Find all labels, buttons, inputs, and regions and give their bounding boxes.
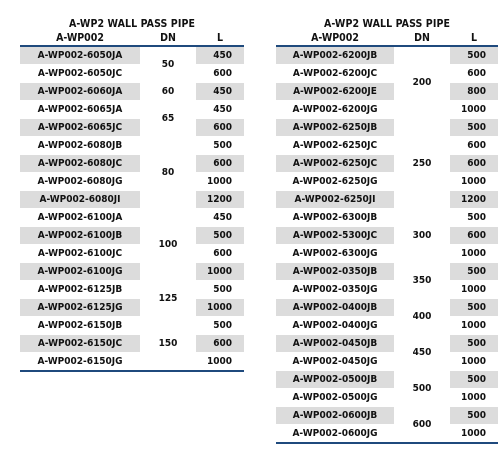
header-l: L [450,32,498,46]
table-row [276,299,498,317]
part-code-cell: A-WP002-6150JG [20,353,140,372]
part-code-cell: A-WP002-0350JG [276,281,394,299]
length-cell: 500 [196,227,244,245]
table-row [20,83,244,101]
table-row [20,46,244,65]
left-table-title: A-WP2 WALL PASS PIPE [68,18,196,30]
part-code-cell: A-WP002-0600JG [276,425,394,444]
table-row [20,155,244,173]
length-cell: 1000 [196,263,244,281]
table-row [276,155,498,173]
dn-cell: 65 [140,101,196,137]
table-row [20,317,244,335]
dn-cell: 60 [140,83,196,101]
dn-cell: 250 [394,119,450,209]
part-code-cell: A-WP002-6250JI [276,191,394,209]
table-row [20,65,244,83]
dn-cell: 350 [394,263,450,299]
dn-cell: 150 [140,317,196,372]
length-cell: 600 [196,65,244,83]
right-table [276,32,498,444]
length-cell: 450 [196,46,244,65]
table-row [20,245,244,263]
length-cell: 500 [450,119,498,137]
part-code-cell: A-WP002-6100JB [20,227,140,245]
dn-cell: 100 [140,209,196,281]
part-code-cell: A-WP002-0450JG [276,353,394,371]
table-row [20,227,244,245]
table-row [276,65,498,83]
length-cell: 1000 [450,281,498,299]
dn-cell: 500 [394,371,450,407]
part-code-cell: A-WP002-6250JC [276,155,394,173]
table-row [276,173,498,191]
part-code-cell: A-WP002-6250JB [276,119,394,137]
part-code-cell: A-WP002-5300JC [276,227,394,245]
header-dn: DN [394,32,450,46]
header-code: A-WP002 [276,32,394,46]
part-code-cell: A-WP002-6060JA [20,83,140,101]
part-code-cell: A-WP002-6065JC [20,119,140,137]
length-cell: 1200 [196,191,244,209]
length-cell: 1000 [196,299,244,317]
table-row [276,245,498,263]
table-row [20,353,244,372]
header-code: A-WP002 [20,32,140,46]
right-table-body [276,46,498,443]
part-code-cell: A-WP002-0450JB [276,335,394,353]
length-cell: 500 [196,317,244,335]
header-dn: DN [140,32,196,46]
length-cell: 1000 [450,245,498,263]
table-row [276,371,498,389]
table-row [20,137,244,155]
table-row [20,173,244,191]
length-cell: 600 [196,245,244,263]
part-code-cell: A-WP002-0400JG [276,317,394,335]
length-cell: 1000 [196,353,244,372]
part-code-cell: A-WP002-0500JG [276,389,394,407]
left-table [20,32,244,372]
table-row [276,389,498,407]
length-cell: 600 [196,335,244,353]
part-code-cell: A-WP002-6200JC [276,65,394,83]
right-table-panel [276,17,498,444]
length-cell: 450 [196,83,244,101]
dn-cell: 450 [394,335,450,371]
header-l: L [196,32,244,46]
length-cell: 600 [450,65,498,83]
length-cell: 500 [450,299,498,317]
length-cell: 500 [450,209,498,227]
length-cell: 450 [196,101,244,119]
length-cell: 500 [196,281,244,299]
dn-cell: 600 [394,407,450,444]
length-cell: 500 [450,371,498,389]
part-code-cell: A-WP002-6300JG [276,245,394,263]
length-cell: 1000 [450,425,498,444]
length-cell: 1000 [450,317,498,335]
dn-cell: 125 [140,281,196,317]
length-cell: 500 [450,335,498,353]
right-header-row [276,32,498,46]
length-cell: 1000 [450,101,498,119]
table-row [276,119,498,137]
part-code-cell: A-WP002-6065JA [20,101,140,119]
table-row [276,335,498,353]
length-cell: 1000 [196,173,244,191]
part-code-cell: A-WP002-6150JC [20,335,140,353]
length-cell: 800 [450,83,498,101]
table-row [20,263,244,281]
table-row [276,281,498,299]
length-cell: 500 [450,263,498,281]
part-code-cell: A-WP002-6100JG [20,263,140,281]
length-cell: 1000 [450,353,498,371]
length-cell: 1200 [450,191,498,209]
dn-cell: 80 [140,137,196,209]
part-code-cell: A-WP002-6200JE [276,83,394,101]
part-code-cell: A-WP002-0400JB [276,299,394,317]
part-code-cell: A-WP002-6050JA [20,46,140,65]
length-cell: 600 [196,155,244,173]
length-cell: 500 [450,407,498,425]
table-row [20,119,244,137]
table-row [276,227,498,245]
table-row [276,425,498,444]
part-code-cell: A-WP002-6100JC [20,245,140,263]
part-code-cell: A-WP002-6100JA [20,209,140,227]
length-cell: 600 [450,155,498,173]
table-row [276,407,498,425]
part-code-cell: A-WP002-6150JB [20,317,140,335]
table-row [20,209,244,227]
table-row [276,101,498,119]
length-cell: 450 [196,209,244,227]
table-row [276,137,498,155]
dn-cell: 50 [140,46,196,83]
part-code-cell: A-WP002-6050JC [20,65,140,83]
table-row [276,263,498,281]
table-row [20,299,244,317]
right-table-title: A-WP2 WALL PASS PIPE [323,18,451,30]
table-row [276,83,498,101]
part-code-cell: A-WP002-6250JC [276,137,394,155]
part-code-cell: A-WP002-6080JB [20,137,140,155]
left-table-panel [20,17,244,372]
length-cell: 600 [450,137,498,155]
length-cell: 500 [196,137,244,155]
left-header-row [20,32,244,46]
table-row [20,191,244,209]
table-row [276,353,498,371]
table-row [276,317,498,335]
table-row [20,335,244,353]
table-row [276,191,498,209]
part-code-cell: A-WP002-6300JB [276,209,394,227]
length-cell: 600 [196,119,244,137]
part-code-cell: A-WP002-6125JG [20,299,140,317]
part-code-cell: A-WP002-6080JC [20,155,140,173]
length-cell: 600 [450,227,498,245]
length-cell: 1000 [450,173,498,191]
dn-cell: 200 [394,46,450,119]
part-code-cell: A-WP002-0600JB [276,407,394,425]
part-code-cell: A-WP002-6200JB [276,46,394,65]
part-code-cell: A-WP002-0350JB [276,263,394,281]
part-code-cell: A-WP002-6080JI [20,191,140,209]
table-row [276,209,498,227]
part-code-cell: A-WP002-6250JG [276,173,394,191]
part-code-cell: A-WP002-6080JG [20,173,140,191]
table-row [276,46,498,65]
dn-cell: 300 [394,209,450,263]
left-table-body [20,46,244,371]
part-code-cell: A-WP002-0500JB [276,371,394,389]
table-row [20,281,244,299]
table-row [20,101,244,119]
length-cell: 1000 [450,389,498,407]
dn-cell: 400 [394,299,450,335]
part-code-cell: A-WP002-6125JB [20,281,140,299]
length-cell: 500 [450,46,498,65]
part-code-cell: A-WP002-6200JG [276,101,394,119]
